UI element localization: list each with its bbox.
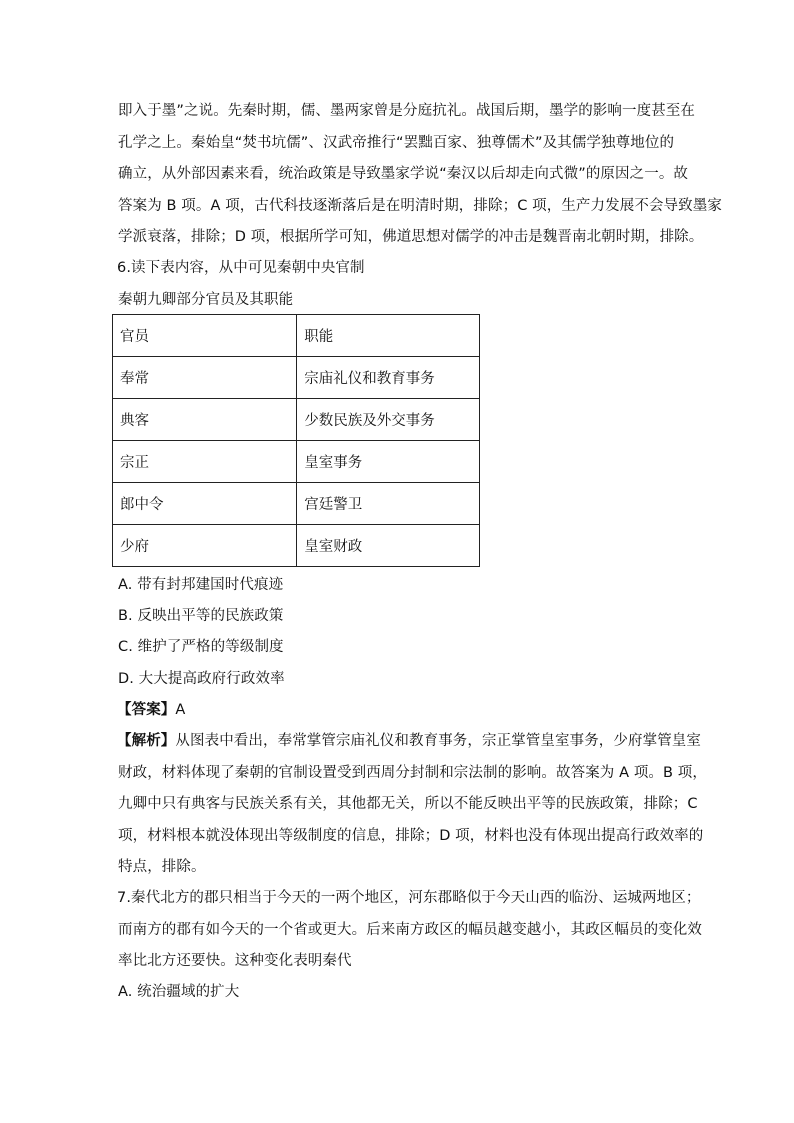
analysis-line: 九卿中只有典客与民族关系有关，其他都无关，所以不能反映出平等的民族政策，排除；C xyxy=(118,796,698,812)
table-row xyxy=(113,483,480,525)
paragraph-line: 答案为 B 项。A 项，古代科技逐渐落后是在明清时期，排除；C 项，生产力发展不会导致墨家 xyxy=(118,198,722,214)
table-cell: 宗正 xyxy=(113,441,297,483)
table-header-cell: 官员 xyxy=(113,315,297,357)
question-7-stem: 率比北方还要快。这种变化表明秦代 xyxy=(118,953,352,969)
analysis-line: 财政，材料体现了秦朝的官制设置受到西周分封制和宗法制的影响。故答案为 A 项。B 项， xyxy=(118,765,707,781)
table-row xyxy=(113,525,480,567)
paragraph-line: 学派衰落，排除；D 项，根据所学可知，佛道思想对儒学的冲击是魏晋南北朝时期，排除。 xyxy=(118,229,704,245)
answer-line xyxy=(117,700,185,720)
table-cell: 皇室财政 xyxy=(297,525,480,567)
option-a: A. 带有封邦建国时代痕迹 xyxy=(118,577,284,593)
paragraph-line: 孔学之上。秦始皇“焚书坑儒”、汉武帝推行“罢黜百家、独尊儒术”及其儒学独尊地位的 xyxy=(118,135,675,151)
paragraph-line: 即入于墨”之说。先秦时期，儒、墨两家曾是分庭抗礼。战国后期，墨学的影响一度甚至在 xyxy=(118,103,696,119)
analysis-line: 项，材料根本就没体现出等级制度的信息，排除；D 项，材料也没有体现出提高行政效率的 xyxy=(118,828,704,844)
table-cell: 典客 xyxy=(113,399,297,441)
question-7-stem: 7.秦代北方的郡只相当于今天的一两个地区，河东郡略似于今天山西的临汾、运城两地区； xyxy=(117,890,701,906)
officials-table xyxy=(112,314,480,567)
table-title: 秦朝九卿部分官员及其职能 xyxy=(118,292,294,308)
answer-label: 【答案】 xyxy=(117,702,176,718)
analysis-label: 【解析】 xyxy=(117,733,176,749)
table-header-row xyxy=(113,315,480,357)
table-cell: 少数民族及外交事务 xyxy=(297,399,480,441)
table-row xyxy=(113,357,480,399)
table-row xyxy=(113,441,480,483)
option-b: B. 反映出平等的民族政策 xyxy=(118,608,284,624)
option-c: C. 维护了严格的等级制度 xyxy=(118,639,284,655)
table-cell: 皇室事务 xyxy=(297,441,480,483)
paragraph-line: 确立，从外部因素来看，统治政策是导致墨家学说“秦汉以后却走向式微”的原因之一。故 xyxy=(118,166,689,182)
analysis-line: 特点，排除。 xyxy=(118,859,206,875)
analysis-text: 从图表中看出，奉常掌管宗庙礼仪和教育事务，宗正掌管皇室事务，少府掌管皇室 xyxy=(175,733,702,749)
table-row xyxy=(113,399,480,441)
table-cell: 少府 xyxy=(113,525,297,567)
option-d: D. 大大提高政府行政效率 xyxy=(118,671,285,687)
table-cell: 奉常 xyxy=(113,357,297,399)
question-7-stem: 而南方的郡有如今天的一个省或更大。后来南方政区的幅员越变越小，其政区幅员的变化效 xyxy=(118,922,702,938)
table-cell: 宫廷警卫 xyxy=(297,483,480,525)
question-6-stem: 6.读下表内容，从中可见秦朝中央官制 xyxy=(117,260,365,276)
option-a: A. 统治疆域的扩大 xyxy=(118,984,240,1000)
table-cell: 宗庙礼仪和教育事务 xyxy=(297,357,480,399)
table-header-cell: 职能 xyxy=(297,315,480,357)
answer-value: A xyxy=(175,702,186,718)
analysis-line xyxy=(117,731,701,751)
table-cell: 郎中令 xyxy=(113,483,297,525)
